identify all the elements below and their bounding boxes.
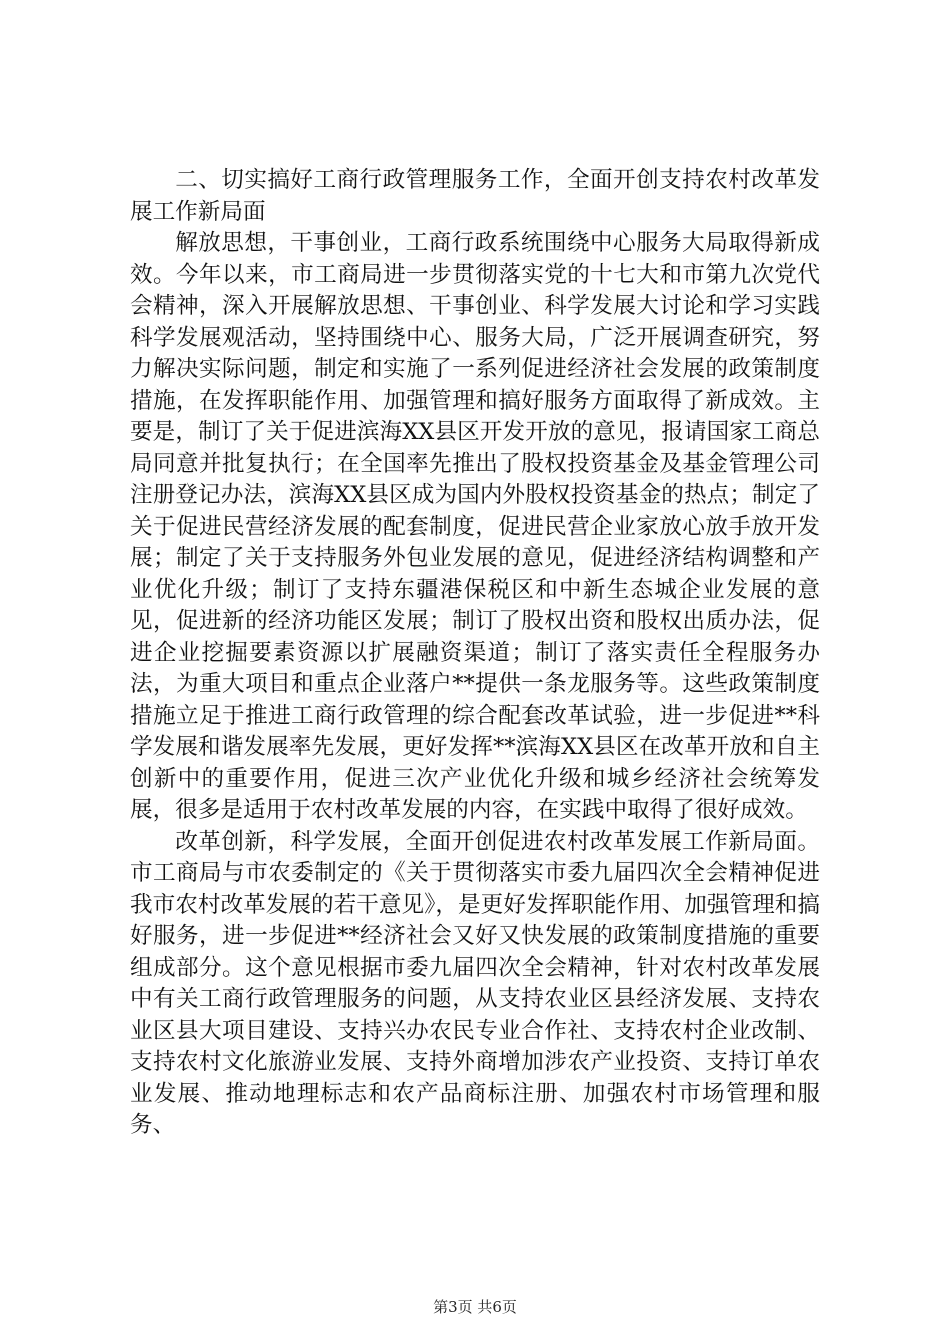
document-body [130,165,820,1142]
body-paragraph: 改革创新，科学发展，全面开创促进农村改革发展工作新局面。市工商局与市农委制定的《关于贯彻落实市委九届四次全会精神促进我市农村改革发展的若干意见》，是更好发挥职能作用、加强管理和搞好服务，进一步促进**经济社会又好又快发展的政策制度措施的重要组成部分。这个意见根据市委九届四次全会精神，针对农村改革发展中有关工商行政管理服务的问题，从支持农业区县经济发展、支持农业区县大项目建设、支持兴办农民专业合作社、支持农村企业改制、支持农村文化旅游业发展、支持外商增加涉农产业投资、支持订单农业发展、推动地理标志和农产品商标注册、加强农村市场管理和服务、 [130,828,820,1138]
page-number-footer: 第3页 共6页 [433,1298,517,1316]
body-paragraph: 解放思想，干事创业，工商行政系统围绕中心服务大局取得新成效。今年以来，市工商局进一步贯彻落实党的十七大和市第九次党代会精神，深入开展解放思想、干事创业、科学发展大讨论和学习实践科学发展观活动，坚持围绕中心、服务大局，广泛开展调查研究，努力解决实际问题，制定和实施了一系列促进经济社会发展的政策制度措施，在发挥职能作用、加强管理和搞好服务方面取得了新成效。主要是，制订了关于促进滨海XX县区开发开放的意见，报请国家工商总局同意并批复执行；在全国率先推出了股权投资基金及基金管理公司注册登记办法，滨海XX县区成为国内外股权投资基金的热点；制定了关于促进民营经济发展的配套制度，促进民营企业家放心放手放开发展；制定了关于支持服务外包业发展的意见，促进经济结构调整和产业优化升级；制订了支持东疆港保税区和中新生态城企业发展的意见，促进新的经济功能区发展；制订了股权出资和股权出质办法，促进企业挖掘要素资源以扩展融资渠道；制订了落实责任全程服务办法，为重大项目和重点企业落户**提供一条龙服务等。这些政策制度措施立足于推进工商行政管理的综合配套改革试验，进一步促进**科学发展和谐发展率先发展，更好发挥**滨海XX县区在改革开放和自主创新中的重要作用，促进三次产业优化升级和城乡经济社会统筹发展，很多是适用于农村改革发展的内容，在实践中取得了很好成效。 [130,230,820,823]
section-heading: 二、切实搞好工商行政管理服务工作，全面开创支持农村改革发展工作新局面 [130,167,820,225]
